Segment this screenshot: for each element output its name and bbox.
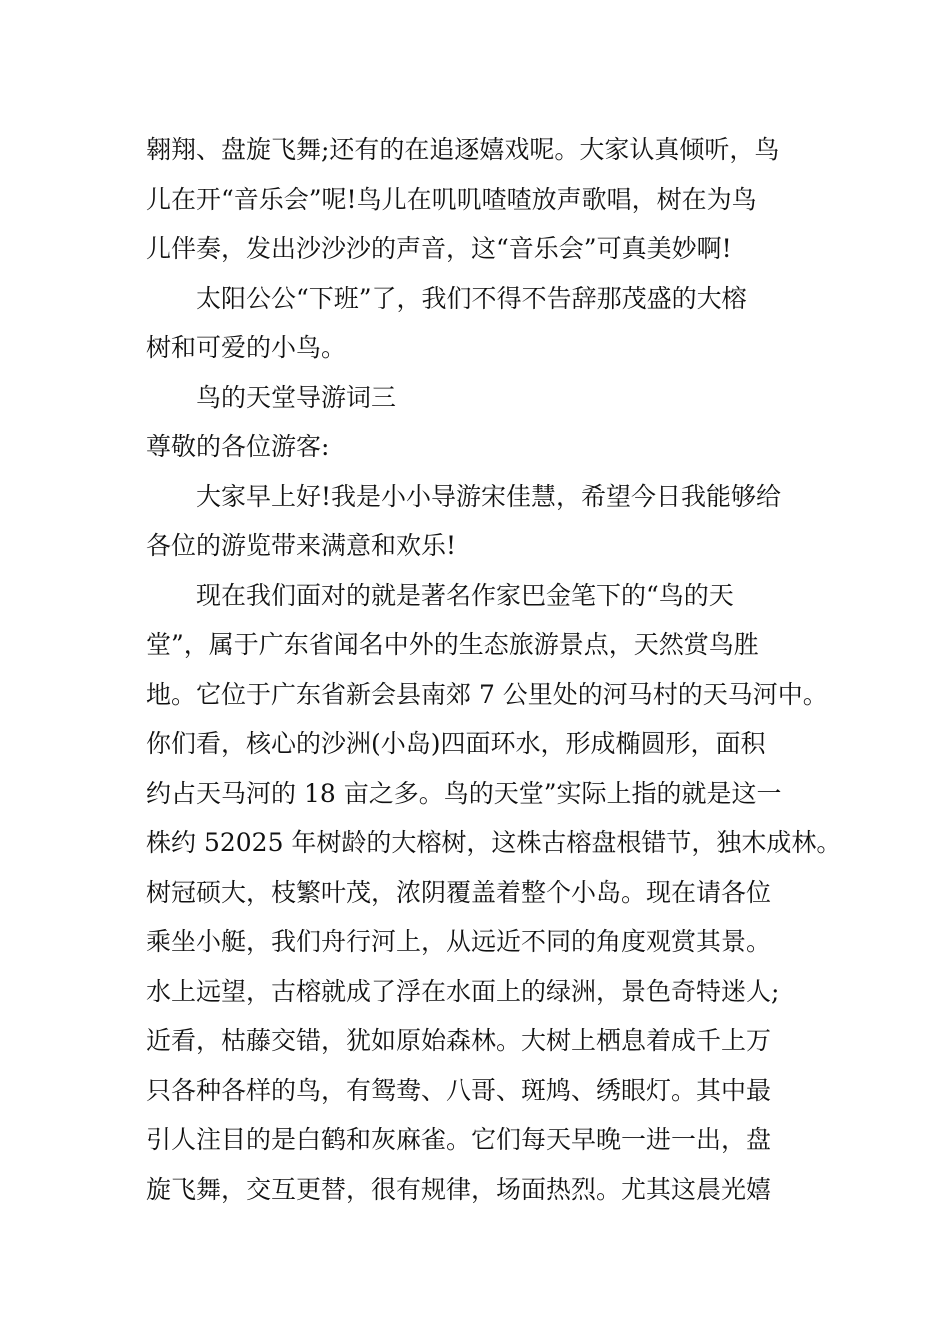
section-heading: 鸟的天堂导游词三 xyxy=(196,383,397,412)
text-line: 翱翔、盘旋飞舞;还有的在追逐嬉戏呢。大家认真倾听，鸟 xyxy=(146,135,780,164)
text-line: 只各种各样的鸟，有鸳鸯、八哥、斑鸠、绣眼灯。其中最 xyxy=(146,1076,772,1105)
text-line: 乘坐小艇，我们舟行河上，从远近不同的角度观赏其景。 xyxy=(146,927,772,956)
paragraph-first-line: 现在我们面对的就是著名作家巴金笔下的“鸟的天 xyxy=(196,581,734,610)
text-line: 树冠硕大，枝繁叶茂，浓阴覆盖着整个小岛。现在请各位 xyxy=(146,878,772,907)
text-line: 水上远望，古榕就成了浮在水面上的绿洲，景色奇特迷人; xyxy=(146,977,780,1006)
text-line: 你们看，核心的沙洲(小岛)四面环水，形成椭圆形，面积 xyxy=(146,729,766,758)
text-line: 地。它位于广东省新会县南郊 7 公里处的河马村的天马河中。 xyxy=(146,680,828,709)
text-line: 儿伴奏，发出沙沙沙的声音，这“音乐会”可真美妙啊! xyxy=(146,234,732,263)
text-line: 株约 52025 年树龄的大榕树，这株古榕盘根错节，独木成林。 xyxy=(146,828,842,857)
text-line: 引人注目的是白鹤和灰麻雀。它们每天早晚一进一出，盘 xyxy=(146,1125,772,1154)
text-line: 旋飞舞，交互更替，很有规律，场面热烈。尤其这晨光嬉 xyxy=(146,1175,772,1204)
text-line: 堂”，属于广东省闻名中外的生态旅游景点，天然赏鸟胜 xyxy=(146,630,759,659)
paragraph-first-line: 大家早上好!我是小小导游宋佳慧，希望今日我能够给 xyxy=(196,482,782,511)
text-line: 近看，枯藤交错，犹如原始森林。大树上栖息着成千上万 xyxy=(146,1026,772,1055)
text-line: 树和可爱的小鸟。 xyxy=(146,333,347,362)
salutation: 尊敬的各位游客: xyxy=(146,432,330,461)
text-line: 约占天马河的 18 亩之多。鸟的天堂”实际上指的就是这一 xyxy=(146,779,782,808)
text-line: 儿在开“音乐会”呢!鸟儿在叽叽喳喳放声歌唱，树在为鸟 xyxy=(146,185,757,214)
paragraph-first-line: 太阳公公“下班”了，我们不得不告辞那茂盛的大榕 xyxy=(196,284,747,313)
text-line: 各位的游览带来满意和欢乐! xyxy=(146,531,457,560)
